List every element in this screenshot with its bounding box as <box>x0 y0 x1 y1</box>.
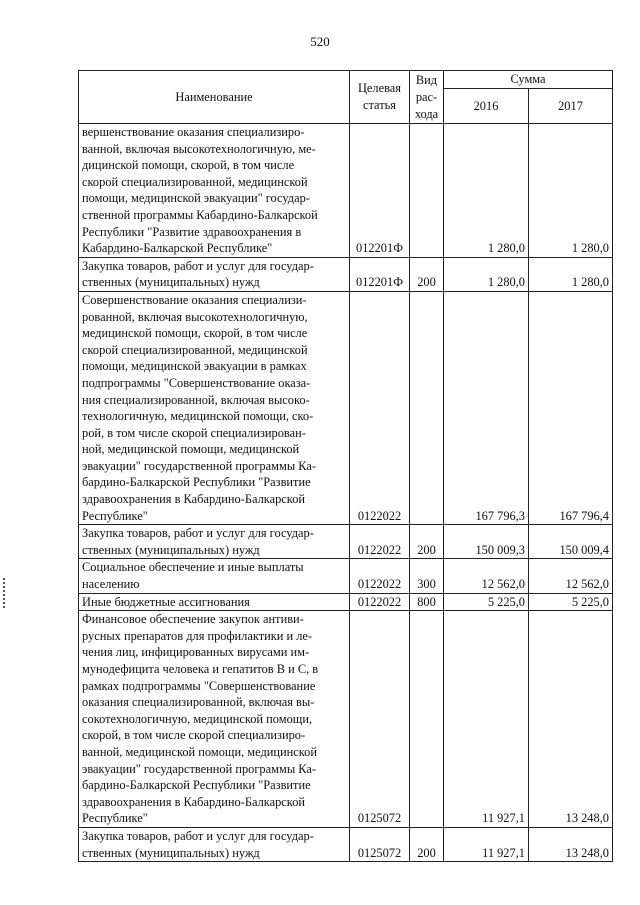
table-row <box>79 124 613 258</box>
row-name-line: Республике" <box>82 508 148 523</box>
row-sum-2017: 1 280,0 <box>529 124 613 258</box>
row-name-line: сокотехнологичную, медицинской помощи, <box>82 711 313 726</box>
row-expense-type: 200 <box>410 525 444 559</box>
row-target-article: 0125072 <box>350 611 410 828</box>
row-name-line: помощи, медицинской эвакуации" государ- <box>82 191 310 206</box>
row-target-article: 0122022 <box>350 559 410 593</box>
table-row <box>79 593 613 611</box>
row-name <box>79 593 350 611</box>
row-expense-type: 200 <box>410 257 444 291</box>
row-name-line: бардино-Балкарской Республики "Развитие <box>82 475 311 490</box>
row-name-line: чения лиц, инфицированных вирусами им- <box>82 645 310 660</box>
row-name-line: ния специализированной, включая высоко- <box>82 392 310 407</box>
row-name-line: Социальное обеспечение и иные выплаты <box>82 560 304 575</box>
row-target-article: 0122022 <box>350 593 410 611</box>
row-name-line: оказания специализированной, включая вы- <box>82 695 315 710</box>
row-name-line: рамках подпрограммы "Совершенствование <box>82 678 316 693</box>
row-sum-2016: 150 009,3 <box>444 525 529 559</box>
row-target-article: 0122022 <box>350 291 410 524</box>
table-row <box>79 257 613 291</box>
row-sum-2016: 12 562,0 <box>444 559 529 593</box>
row-name-line: русных препаратов для профилактики и ле- <box>82 628 313 643</box>
row-name <box>79 559 350 593</box>
page-number: 520 <box>310 34 330 49</box>
row-name-line: скорой специализированной, медицинской <box>82 174 308 189</box>
row-expense-type: 800 <box>410 593 444 611</box>
row-sum-2016: 1 280,0 <box>444 257 529 291</box>
header-target-article: Целевая статья <box>350 71 410 124</box>
row-sum-2016: 11 927,1 <box>444 827 529 861</box>
header-name: Наименование <box>79 71 350 124</box>
row-expense-type <box>410 124 444 258</box>
row-expense-type: 200 <box>410 827 444 861</box>
row-sum-2016: 167 796,3 <box>444 291 529 524</box>
row-name-line: дицинской помощи, скорой, в том числе <box>82 158 295 173</box>
table-row <box>79 611 613 828</box>
table-body <box>79 124 613 862</box>
header-expense-type: Вид рас- хода <box>410 71 444 124</box>
row-name-line: ванной, включая высокотехнологичную, ме- <box>82 141 316 156</box>
row-target-article: 012201Ф <box>350 124 410 258</box>
row-name-line: Совершенствование оказания специализи- <box>82 292 307 307</box>
row-name <box>79 291 350 524</box>
header-sum: Сумма <box>444 71 613 89</box>
row-name-line: рованной, включая высокотехнологичную, <box>82 309 308 324</box>
row-name-line: ственных (муниципальных) нужд <box>82 542 260 557</box>
row-sum-2017: 13 248,0 <box>529 827 613 861</box>
row-name-line: технологичную, медицинской помощи, ско- <box>82 409 314 424</box>
row-expense-type <box>410 291 444 524</box>
row-name-line: ственных (муниципальных) нужд <box>82 275 260 290</box>
row-name-line: медицинской помощи, скорой, в том числе <box>82 326 308 341</box>
row-expense-type <box>410 611 444 828</box>
row-name-line: рой, в том числе скорой специализирован- <box>82 425 306 440</box>
row-sum-2017: 150 009,4 <box>529 525 613 559</box>
row-sum-2017: 167 796,4 <box>529 291 613 524</box>
row-target-article: 012201Ф <box>350 257 410 291</box>
row-name-line: бардино-Балкарской Республики "Развитие <box>82 778 311 793</box>
row-name-line: ной, медицинской помощи, медицинской <box>82 442 300 457</box>
row-name-line: ственных (муниципальных) нужд <box>82 845 260 860</box>
row-name <box>79 611 350 828</box>
row-name-line: Республики "Развитие здравоохранения в <box>82 224 302 239</box>
row-name-line: вершенствование оказания специализиро- <box>82 125 305 139</box>
row-name-line: мунодефицита человека и гепатитов В и С, в <box>82 662 319 676</box>
budget-table <box>78 70 613 862</box>
row-name-line: эвакуации" государственной программы Ка- <box>82 458 316 473</box>
row-name <box>79 525 350 559</box>
table-row <box>79 291 613 524</box>
row-sum-2017: 5 225,0 <box>529 593 613 611</box>
row-name <box>79 124 350 258</box>
row-name-line: здравоохранения в Кабардино-Балкарской <box>82 794 306 809</box>
row-name-line: Закупка товаров, работ и услуг для государ- <box>82 828 314 843</box>
row-name <box>79 257 350 291</box>
row-expense-type: 300 <box>410 559 444 593</box>
header-year-2017: 2017 <box>529 89 613 124</box>
row-name-line: ванной, медицинской помощи, медицинской <box>82 744 318 759</box>
row-target-article: 0122022 <box>350 525 410 559</box>
row-target-article: 0125072 <box>350 827 410 861</box>
row-name-line: скорой специализированной, медицинской <box>82 342 308 357</box>
row-name-line: скорой, в том числе скорой специализиро- <box>82 728 306 743</box>
row-name-line: населению <box>82 577 140 592</box>
row-name-line: Кабардино-Балкарской Республике" <box>82 241 273 256</box>
scan-margin-mark <box>3 578 7 608</box>
row-sum-2017: 13 248,0 <box>529 611 613 828</box>
header-year-2016: 2016 <box>444 89 529 124</box>
table-row <box>79 827 613 861</box>
row-sum-2017: 1 280,0 <box>529 257 613 291</box>
row-name-line: Республике" <box>82 811 148 826</box>
row-name-line: Иные бюджетные ассигнования <box>82 594 250 609</box>
row-name-line: помощи, медицинской эвакуации в рамках <box>82 359 307 374</box>
row-name-line: Закупка товаров, работ и услуг для государ- <box>82 526 314 541</box>
row-sum-2017: 12 562,0 <box>529 559 613 593</box>
row-sum-2016: 5 225,0 <box>444 593 529 611</box>
row-name-line: ственной программы Кабардино-Балкарской <box>82 207 318 222</box>
row-name-line: Финансовое обеспечение закупок антиви- <box>82 612 304 627</box>
row-sum-2016: 11 927,1 <box>444 611 529 828</box>
table-row <box>79 559 613 593</box>
row-name-line: здравоохранения в Кабардино-Балкарской <box>82 492 306 507</box>
row-name-line: подпрограммы "Совершенствование оказа- <box>82 375 311 390</box>
row-name <box>79 827 350 861</box>
table-row <box>79 525 613 559</box>
row-sum-2016: 1 280,0 <box>444 124 529 258</box>
row-name-line: эвакуации" государственной программы Ка- <box>82 761 316 776</box>
row-name-line: Закупка товаров, работ и услуг для государ- <box>82 258 314 273</box>
